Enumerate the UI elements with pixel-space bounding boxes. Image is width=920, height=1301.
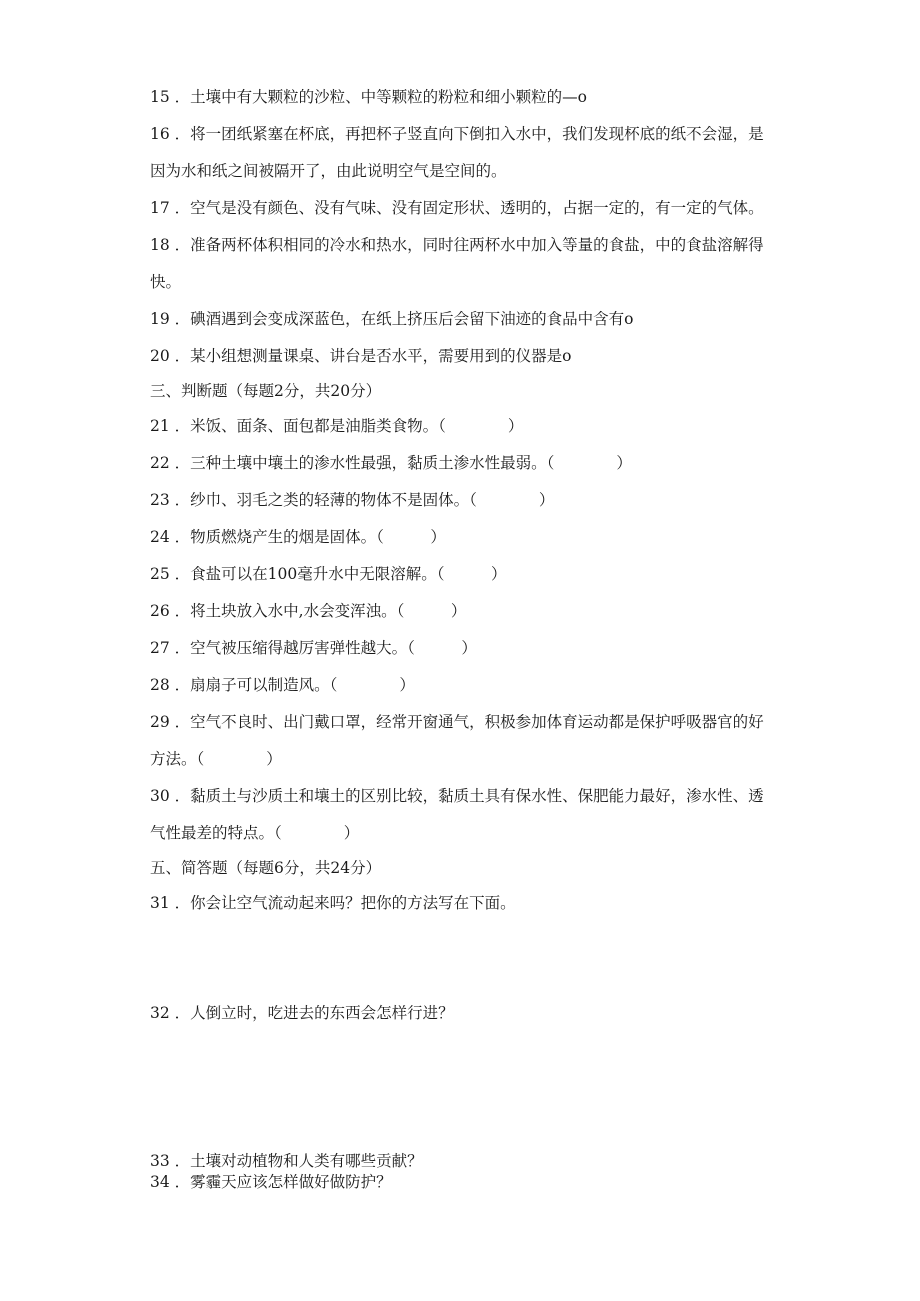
question-22: 22 ．三种土壤中壤土的渗水性最强，黏质土渗水性最弱。（ ） xyxy=(150,454,632,472)
question-29-continued: 方法。（ ） xyxy=(150,750,282,768)
section-heading-judgment: 三、判断题（每题2分，共20分） xyxy=(150,382,382,400)
question-32: 32 ．人倒立时，吃进去的东西会怎样行进？ xyxy=(150,1004,454,1022)
question-17: 17 ．空气是没有颜色、没有气味、没有固定形状、透明的，占据一定的，有一定的气体。 xyxy=(150,199,764,217)
section-heading-short-answer: 五、简答题（每题6分，共24分） xyxy=(150,859,382,877)
question-29: 29 ．空气不良时、出门戴口罩，经常开窗通气，积极参加体育运动都是保护呼吸器官的好 xyxy=(150,713,764,731)
question-16: 16 ．将一团纸紧塞在杯底，再把杯子竖直向下倒扣入水中，我们发现杯底的纸不会湿，是 xyxy=(150,125,764,143)
question-21: 21 ．米饭、面条、面包都是油脂类食物。（ ） xyxy=(150,417,524,435)
question-23: 23 ．纱巾、羽毛之类的轻薄的物体不是固体。（ ） xyxy=(150,491,555,509)
question-28: 28 ．扇扇子可以制造风。（ ） xyxy=(150,676,415,694)
question-18-continued: 快。 xyxy=(150,273,182,291)
question-24: 24 ．物质燃烧产生的烟是固体。（ ） xyxy=(150,528,446,546)
question-26: 26 ．将土块放入水中,水会变浑浊。（ ） xyxy=(150,602,467,620)
question-30-continued: 气性最差的特点。（ ） xyxy=(150,824,360,842)
question-16-continued: 因为水和纸之间被隔开了，由此说明空气是空间的。 xyxy=(150,162,507,180)
question-25: 25 ．食盐可以在100毫升水中无限溶解。（ ） xyxy=(150,565,507,583)
question-15: 15 ．土壤中有大颗粒的沙粒、中等颗粒的粉粒和细小颗粒的—o xyxy=(150,88,588,106)
question-33: 33 ．土壤对动植物和人类有哪些贡献？ xyxy=(150,1152,423,1170)
question-27: 27 ．空气被压缩得越厉害弹性越大。（ ） xyxy=(150,639,477,657)
question-19: 19 ．碘酒遇到会变成深蓝色，在纸上挤压后会留下油迹的食品中含有o xyxy=(150,310,634,328)
question-31: 31 ．你会让空气流动起来吗？把你的方法写在下面。 xyxy=(150,894,516,912)
question-30: 30 ．黏质土与沙质土和壤土的区别比较，黏质土具有保水性、保肥能力最好，渗水性、透 xyxy=(150,787,764,805)
question-20: 20 ．某小组想测量课桌、讲台是否水平，需要用到的仪器是o xyxy=(150,347,572,365)
question-18: 18 ．准备两杯体积相同的冷水和热水，同时往两杯水中加入等量的食盐，中的食盐溶解得 xyxy=(150,236,764,254)
question-34: 34 ．雾霾天应该怎样做好做防护？ xyxy=(150,1173,392,1191)
